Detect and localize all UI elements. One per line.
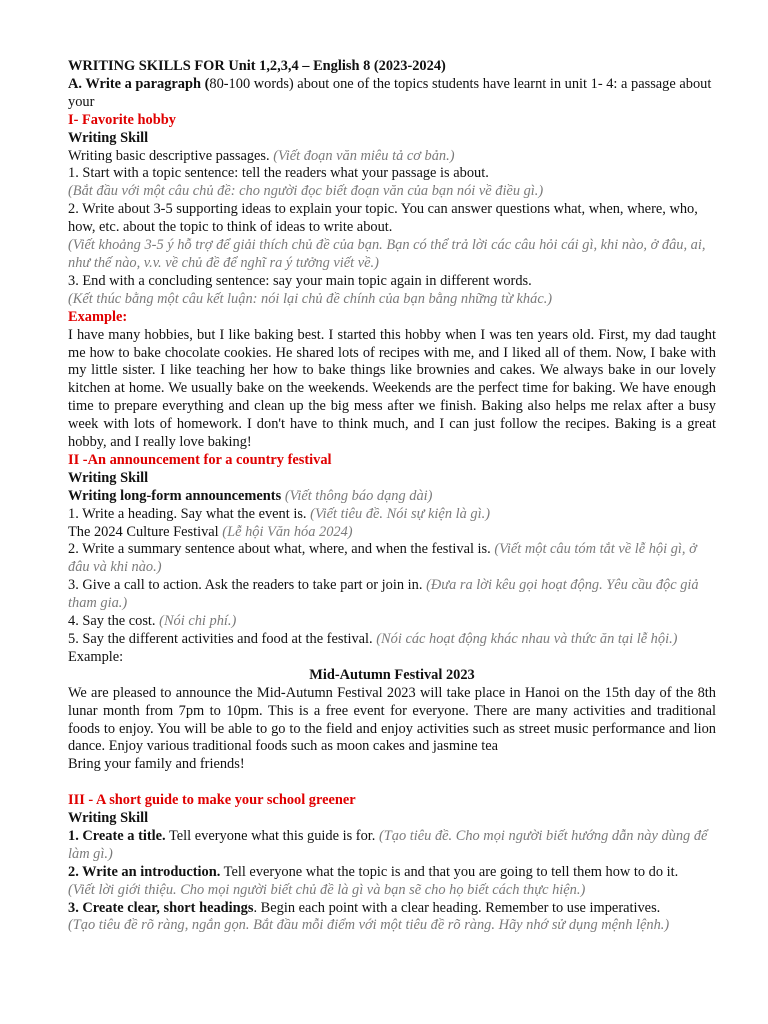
section-3-step-2	[68, 864, 716, 882]
sample-heading-translation: (Lễ hội Văn hóa 2024)	[222, 523, 353, 540]
step-translation: (Viết tiêu đề. Nói sự kiện là gì.)	[310, 505, 490, 522]
section-1-step-1-translation: (Bắt đầu với một câu chủ đề: cho người đọc biết đoạn văn của bạn nói về điều gì.)	[68, 183, 544, 200]
section-3-skill-label: Writing Skill	[68, 810, 149, 827]
step-text: 4. Say the cost.	[68, 613, 156, 630]
section-2-step-1	[68, 506, 716, 524]
section-1-step-1: 1. Start with a topic sentence: tell the readers what your passage is about.	[68, 165, 489, 182]
step-text: 5. Say the different activities and food at the festival.	[68, 631, 373, 647]
section-1-skill-label: Writing Skill	[68, 129, 149, 146]
section-2-example-title: Mid-Autumn Festival 2023	[309, 666, 475, 683]
section-2-step-4	[68, 613, 716, 631]
step-text: Tell everyone what this guide is for.	[165, 827, 379, 844]
step-text: Tell everyone what the topic is and that you are going to tell them how to do it.	[220, 863, 679, 880]
section-2-step-3	[68, 577, 716, 613]
section-2-skill-label: Writing Skill	[68, 469, 149, 486]
section-1-step-3: 3. End with a concluding sentence: say your main topic again in different words.	[68, 272, 532, 289]
step-label: 2. Write an introduction.	[68, 863, 221, 880]
intro-translation: (Viết đoạn văn miêu tả cơ bản.)	[273, 147, 455, 164]
step-text: 3. Give a call to action. Ask the readers to take part or join in.	[68, 577, 423, 594]
section-1-heading: I- Favorite hobby	[68, 111, 176, 128]
part-a-instruction	[68, 76, 716, 112]
section-3-step-3	[68, 900, 716, 918]
step-text: 1. Write a heading. Say what the event is.	[68, 505, 307, 522]
step-label: 3. Create clear, short headings	[68, 899, 254, 916]
section-2-example-label: Example:	[68, 648, 124, 665]
step-translation: (Nói các hoạt động khác nhau và thức ăn tại lễ hội.)	[376, 631, 678, 647]
section-2-example-paragraph: We are pleased to announce the Mid-Autumn Festival 2023 will take place in Hanoi on the 15th day of the 8th lunar month from 7pm to 10pm. This is a free event for everyone. There are many activities and traditional foods to enjoy. You will be able to go to the field and enjoy activities such as street music performance and lion dance. Enjoy various traditional foods such as moon cakes and jasmine tea	[68, 684, 716, 755]
subheading-translation: (Viết thông báo dạng dài)	[284, 487, 433, 504]
subheading-text: Writing long-form announcements	[68, 487, 282, 504]
section-1-intro	[68, 148, 716, 166]
section-2-step-5	[68, 631, 716, 649]
part-a-text: 80-100 words) about one of the topics students have learnt in unit 1- 4: a passage about your	[68, 75, 712, 110]
step-text: 2. Write a summary sentence about what, where, and when the festival is.	[68, 541, 491, 558]
step-label: 1. Create a title.	[68, 827, 166, 844]
step-text: . Begin each point with a clear heading. Remember to use imperatives.	[253, 899, 661, 916]
step-translation: (Nói chi phí.)	[159, 613, 237, 630]
section-1-step-3-translation: (Kết thúc bằng một câu kết luận: nói lại chủ đề chính của bạn bằng những từ khác.)	[68, 290, 553, 307]
section-2-sample-heading	[68, 524, 716, 542]
part-a-label: A. Write a paragraph (	[68, 75, 210, 92]
intro-text: Writing basic descriptive passages.	[68, 147, 270, 164]
section-1-example-label: Example:	[68, 308, 128, 325]
section-2-closing-line: Bring your family and friends!	[68, 756, 245, 773]
spacer	[68, 774, 716, 792]
section-3-step-3-translation: (Tạo tiêu đề rõ ràng, ngắn gọn. Bắt đầu mỗi điểm với một tiêu đề rõ ràng. Hãy nhớ sử dụng mệnh lệnh.)	[68, 917, 670, 934]
step-translation: (Tạo tiêu đề. Cho mọi người biết hướng dẫn này dùng để làm gì.)	[68, 827, 708, 862]
section-1-step-2-translation: (Viết khoảng 3-5 ý hỗ trợ để giải thích chủ đề của bạn. Bạn có thể trả lời các câu hỏi cái gì, khi nào, ở đâu, ai, như thế nào, v.v. về chủ đề để nghĩ ra ý tưởng viết về.)	[68, 237, 706, 271]
step-translation: (Viết một câu tóm tắt về lễ hội gì, ở đâu và khi nào.)	[68, 541, 697, 576]
section-1-step-2: 2. Write about 3-5 supporting ideas to explain your topic. You can answer questions what, when, where, who, how, etc. about the topic to think of ideas to write about.	[68, 201, 698, 236]
section-2-subheading	[68, 488, 716, 506]
step-translation: (Đưa ra lời kêu gọi hoạt động. Yêu cầu độc giả tham gia.)	[68, 577, 699, 612]
section-1-example-paragraph: I have many hobbies, but I like baking best. I started this hobby when I was ten years old. First, my dad taught me how to bake chocolate cookies. He shared lots of recipes with me, and I liked all of them. Now, I bake with my little sister. I like teaching her how to bake things like brownies and cakes. We always bake in our lovely kitchen at home. We usually bake on the weekends. Weekends are the perfect time for baking. We have enough time to prepare everything and clean up the big mess after we finish. Baking also helps me relax after a busy week with lots of homework. I don't have to think much, and I can just follow the recipes. Baking is a great hobby, and I really love baking!	[68, 326, 716, 451]
section-3-step-1	[68, 828, 716, 864]
section-2-heading: II -An announcement for a country festival	[68, 451, 332, 468]
section-3-step-2-translation: (Viết lời giới thiệu. Cho mọi người biết chủ đề là gì và bạn sẽ cho họ biết cách thực hiện.)	[68, 881, 586, 898]
section-3-heading: III - A short guide to make your school greener	[68, 792, 356, 809]
document-title: WRITING SKILLS FOR Unit 1,2,3,4 – English 8 (2023-2024)	[68, 58, 446, 74]
sample-heading-text: The 2024 Culture Festival	[68, 523, 219, 540]
section-2-step-2	[68, 541, 716, 577]
